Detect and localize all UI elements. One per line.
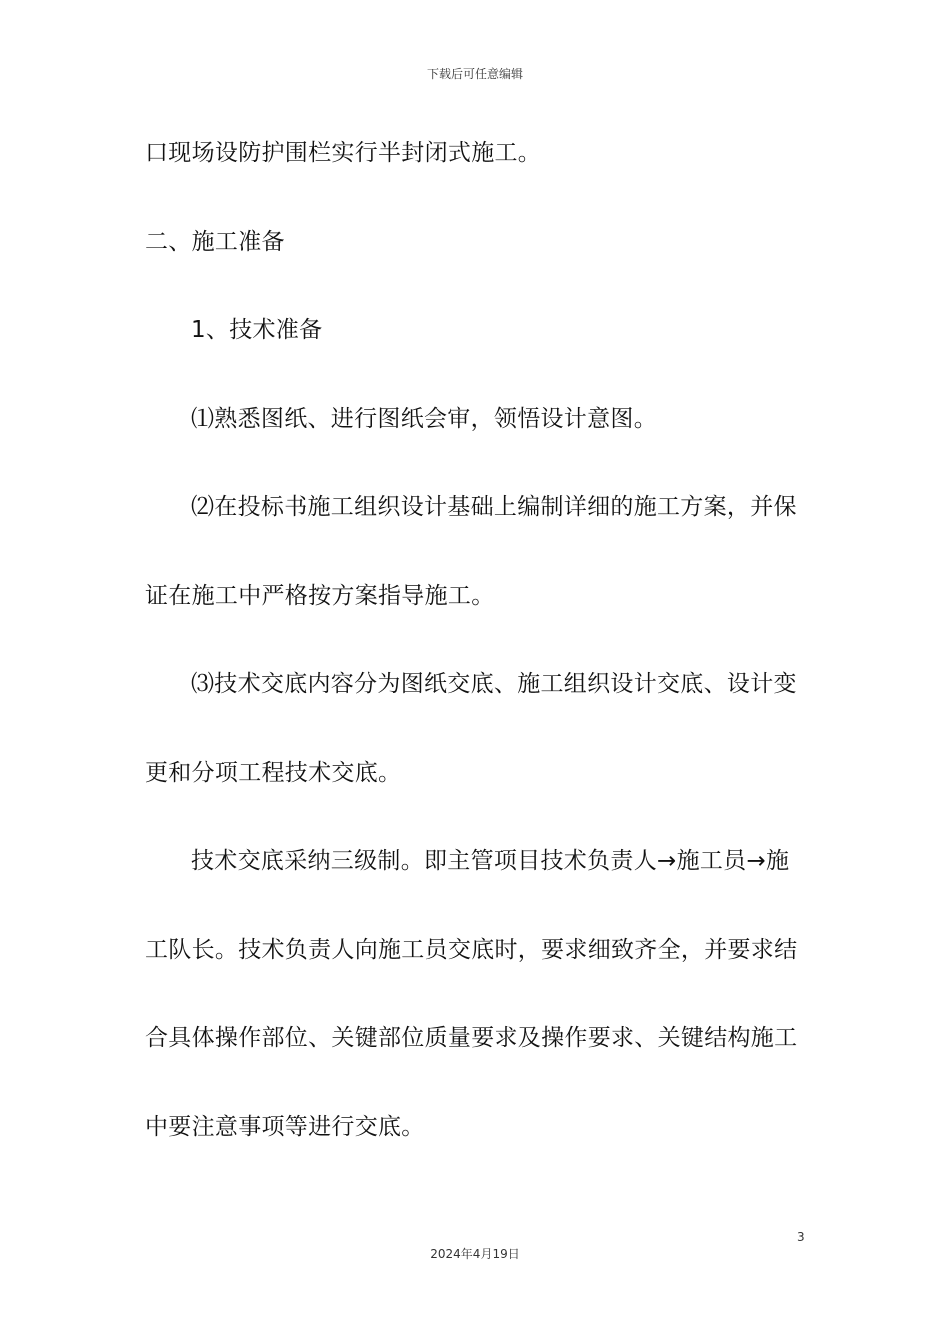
paragraph-disclosure-line-2: 工队长。技术负责人向施工员交底时，要求细致齐全，并要求结 (145, 936, 798, 963)
paragraph-disclosure: 技术交底采纳三级制。即主管项目技术负责人→施工员→施 (191, 848, 790, 874)
paragraph-item-1: ⑴熟悉图纸、进行图纸会审，领悟设计意图。 (191, 405, 657, 432)
paragraph-item-3-continued: 更和分项工程技术交底。 (145, 759, 402, 786)
page-header: 下载后可任意编辑 (426, 67, 523, 81)
paragraph-item-2: ⑵在投标书施工组织设计基础上编制详细的施工方案，并保 (191, 494, 797, 520)
footer-date: 2024年4月19日 (430, 1247, 520, 1261)
paragraph-item-2-continued: 证在施工中严格按方案指导施工。 (145, 582, 495, 609)
paragraph-disclosure-line-4: 中要注意事项等进行交底。 (145, 1113, 425, 1140)
subsection-heading: 1、技术准备 (191, 317, 323, 343)
page-number: 3 (797, 1230, 805, 1244)
text-line-continuation: 口现场设防护围栏实行半封闭式施工。 (145, 140, 542, 166)
document-body (145, 128, 807, 1190)
section-heading: 二、施工准备 (145, 228, 285, 255)
paragraph-disclosure-line-3: 合具体操作部位、关键部位质量要求及操作要求、关键结构施工 (145, 1025, 798, 1051)
paragraph-item-3: ⑶技术交底内容分为图纸交底、施工组织设计交底、设计变 (191, 671, 797, 697)
